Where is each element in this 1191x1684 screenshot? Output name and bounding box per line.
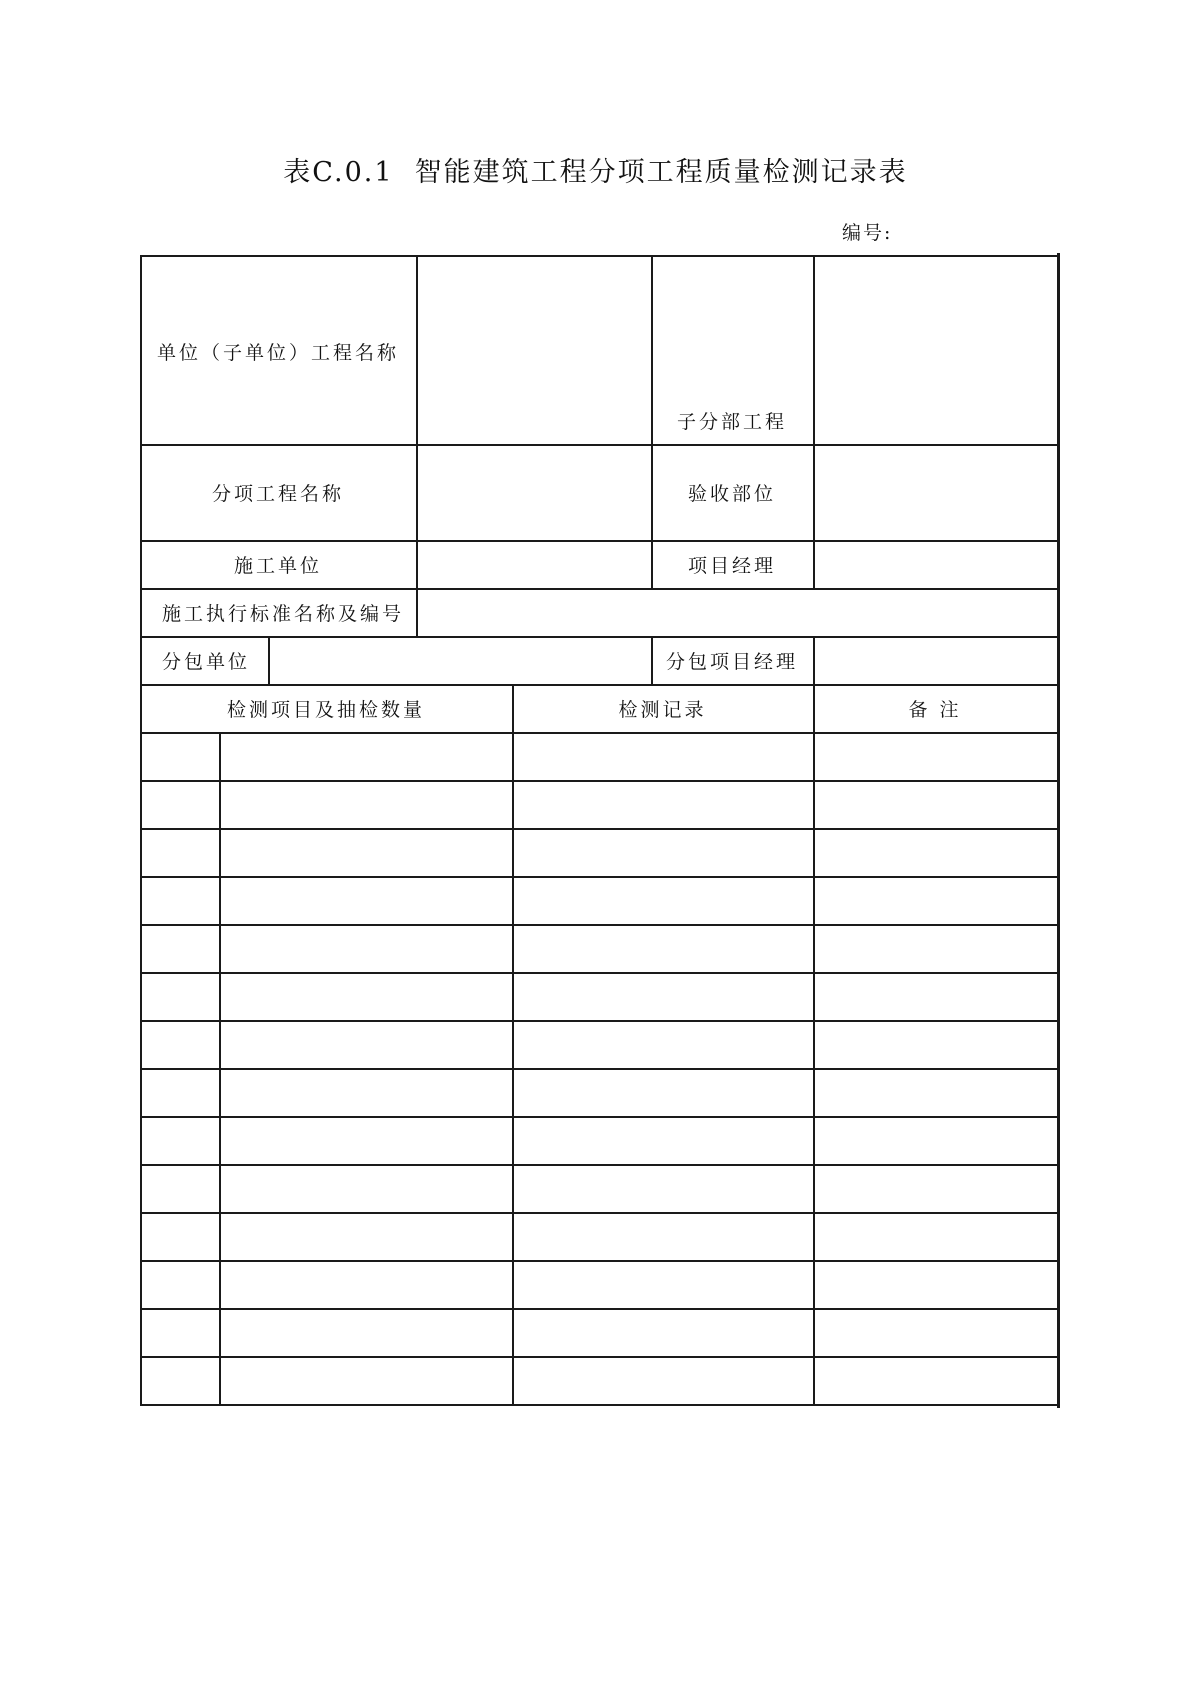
table-row[interactable] bbox=[141, 1165, 1057, 1212]
standard-label: 施工执行标准名称及编号 bbox=[162, 602, 405, 625]
table-row[interactable] bbox=[141, 877, 1057, 924]
project-manager-value[interactable] bbox=[814, 541, 1057, 588]
header-inspection-record: 检测记录 bbox=[618, 698, 707, 721]
table-row[interactable] bbox=[141, 1117, 1057, 1164]
sub-project-manager-label: 分包项目经理 bbox=[665, 650, 798, 673]
acceptance-part-value[interactable] bbox=[814, 445, 1057, 540]
project-manager-label: 项目经理 bbox=[687, 554, 776, 577]
table-row[interactable] bbox=[141, 733, 1057, 780]
sub-division-value[interactable] bbox=[814, 256, 1057, 444]
unit-project-name-value[interactable] bbox=[417, 256, 651, 444]
sub-division-label: 子分部工程 bbox=[676, 410, 787, 433]
standard-value[interactable] bbox=[417, 589, 1057, 636]
sub-project-manager-value[interactable] bbox=[814, 637, 1057, 684]
table-row[interactable] bbox=[141, 1309, 1057, 1356]
table-row[interactable] bbox=[141, 925, 1057, 972]
header-remarks: 备 注 bbox=[908, 698, 962, 721]
item-project-name-value[interactable] bbox=[417, 445, 651, 540]
table-row[interactable] bbox=[141, 829, 1057, 876]
construction-unit-value[interactable] bbox=[417, 541, 651, 588]
table-row[interactable] bbox=[141, 1021, 1057, 1068]
subcontractor-label: 分包单位 bbox=[162, 650, 251, 673]
item-project-name-label: 分项工程名称 bbox=[211, 482, 344, 505]
form-title: 表C.0.1 智能建筑工程分项工程质量检测记录表 bbox=[283, 157, 908, 188]
acceptance-part-label: 验收部位 bbox=[687, 482, 776, 505]
construction-unit-label: 施工单位 bbox=[233, 554, 322, 577]
table-row[interactable] bbox=[141, 781, 1057, 828]
unit-project-name-label: 单位（子单位）工程名称 bbox=[156, 342, 399, 364]
table-row[interactable] bbox=[141, 1069, 1057, 1116]
header-inspection-item: 检测项目及抽检数量 bbox=[226, 698, 425, 721]
document-number-label: 编号: bbox=[842, 222, 893, 244]
table-row[interactable] bbox=[141, 1357, 1057, 1404]
table-row[interactable] bbox=[141, 1213, 1057, 1260]
subcontractor-value[interactable] bbox=[269, 637, 651, 684]
table-row[interactable] bbox=[141, 973, 1057, 1020]
table-row[interactable] bbox=[141, 1261, 1057, 1308]
